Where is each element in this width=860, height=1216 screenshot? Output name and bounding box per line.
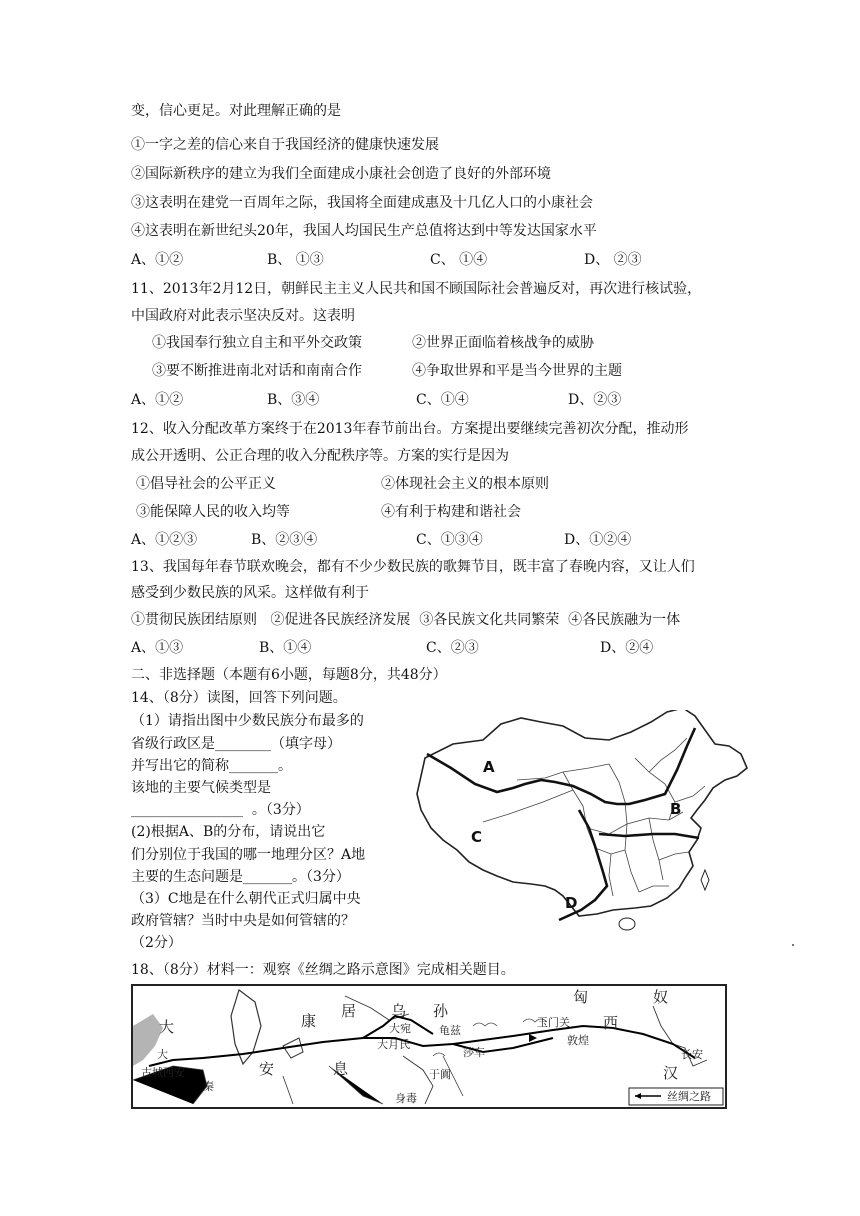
silk-label-da: 大 <box>159 1018 175 1036</box>
map-label-c: C <box>471 828 483 846</box>
silk-label-kang: 康 <box>301 1012 317 1030</box>
silk-label-xi: 息 <box>333 1060 349 1078</box>
silk-label-daqin: 大 <box>157 1048 168 1061</box>
q10-option-c: C、 ①④ <box>430 252 488 268</box>
q12-option-d: D、①②④ <box>564 532 632 548</box>
q10-statement-2: ②国际新秩序的建立为我们全面建成小康社会创造了良好的外部环境 <box>131 166 551 182</box>
silk-label-qiuci: 龟兹 <box>439 1024 461 1037</box>
silk-label-sun: 孙 <box>433 1002 449 1020</box>
q11-statement-2: ②世界正面临着核战争的威胁 <box>412 335 594 351</box>
silk-label-wu: 乌 <box>391 1002 407 1020</box>
q13-option-a: A、①③ <box>131 640 184 656</box>
q10-option-d: D、 ②③ <box>584 252 642 268</box>
silk-label-changan: 长安 <box>681 1048 703 1061</box>
q11-option-a: A、①② <box>131 392 184 408</box>
silk-label-yutian: 于阗 <box>429 1068 451 1081</box>
q13-statements: ①贯彻民族团结原则 ②促进各民族经济发展 ③各民族文化共同繁荣 ④各民族融为一体 <box>131 612 681 628</box>
q12-statement-3: ③能保障人民的收入均等 <box>136 504 290 520</box>
q14-part1-line2: 省级行政区是________（填字母） <box>131 736 341 752</box>
q12-stem-1: 12、收入分配改革方案终于在2013年春节前出台。方案提出要继续完善初次分配，推动形 <box>131 421 689 437</box>
q11-option-b: B、③④ <box>267 392 320 408</box>
silk-label-han: 汉 <box>663 1064 679 1082</box>
q12-statement-4: ④有利于构建和谐社会 <box>381 504 521 520</box>
q18-heading: 18、（8分）材料一：观察《丝绸之路示意图》完成相关题目。 <box>131 962 515 978</box>
silk-road-legend <box>629 1088 723 1105</box>
q14-heading: 14、（8分）读图，回答下列问题。 <box>131 690 347 706</box>
silk-label-qin: 秦 <box>203 1080 214 1093</box>
silk-label-dunhuang: 敦煌 <box>567 1034 589 1047</box>
q14-part3-line1: （3）C地是在什么朝代正式归属中央 <box>131 891 361 907</box>
silk-label-yumen: 玉门关 <box>537 1016 570 1029</box>
q12-option-c: C、①③④ <box>416 532 483 548</box>
q14-part2-line2: 们分别位于我国的哪一地理分区？A地 <box>131 847 366 863</box>
silk-label-ju: 居 <box>341 1002 357 1020</box>
q12-statement-1: ①倡导社会的公平正义 <box>136 476 276 492</box>
q10-continuation: 变，信心更足。对此理解正确的是 <box>131 103 341 119</box>
silk-label-dawan: 大宛 <box>389 1022 411 1035</box>
silk-label-shendu: 身毒 <box>395 1092 417 1105</box>
q12-stem-2: 成公开透明、公正合理的收入分配秩序等。方案的实行是因为 <box>131 448 509 464</box>
q14-part1-line4: 该地的主要气候类型是 <box>131 780 271 796</box>
map-label-b: B <box>670 800 682 818</box>
section-2-heading: 二、非选择题（本题有6小题，每题8分，共48分） <box>131 667 447 683</box>
q12-option-a: A、①②③ <box>131 532 198 548</box>
q10-statement-1: ①一字之差的信心来自于我国经济的健康快速发展 <box>131 137 439 153</box>
q11-statement-3: ③要不断推进南北对话和南南合作 <box>152 363 362 379</box>
china-provinces-map <box>413 710 758 938</box>
silk-label-shache: 莎车 <box>463 1046 485 1059</box>
q11-stem-1: 11、2013年2月12日，朝鲜民主主义人民共和国不顾国际社会普遍反对，再次进行核试验， <box>131 281 702 297</box>
silk-label-dayuezhi: 大月氏 <box>377 1038 410 1051</box>
q11-stem-2: 中国政府对此表示坚决反对。这表明 <box>131 308 355 324</box>
silk-label-xiongnu-1: 匈 <box>573 988 589 1006</box>
q10-option-b: B、 ①③ <box>267 252 324 268</box>
q10-statement-4: ④这表明在新世纪头20年，我国人均国民生产总值将达到中等发达国家水平 <box>131 223 597 239</box>
q12-option-b: B、②③④ <box>251 532 318 548</box>
silk-label-an: 安 <box>259 1060 275 1078</box>
stray-mark <box>792 944 794 946</box>
q12-statement-2: ②体现社会主义的根本原则 <box>381 476 549 492</box>
silk-label-west: 西 <box>603 1014 619 1032</box>
silk-road-map <box>131 984 727 1109</box>
q10-option-a: A、①② <box>131 252 184 268</box>
q11-option-d: D、②③ <box>568 392 622 408</box>
silk-label-xiongnu-2: 奴 <box>653 988 669 1006</box>
silk-legend-label: 丝绸之路 <box>667 1090 711 1103</box>
q14-part3-line2: 政府管辖？当时中央是如何管辖的？ <box>131 913 355 929</box>
q11-statement-1: ①我国奉行独立自主和平外交政策 <box>152 335 362 351</box>
q14-part1-line1: （1）请指出图中少数民族分布最多的 <box>131 713 364 729</box>
q14-part2-line3: 主要的生态问题是_______。（3分） <box>131 869 350 885</box>
map-label-a: A <box>483 758 495 776</box>
q14-part2-line1: (2)根据A、B的分布，请说出它 <box>131 824 326 840</box>
q14-part1-line5: ________________ 。（3分） <box>131 802 310 818</box>
q14-part1-line3: 并写出它的简称_______。 <box>131 758 292 774</box>
q14-part3-line3: （2分） <box>131 935 182 951</box>
q13-option-c: C、②③ <box>426 640 479 656</box>
silk-label-old-city: 古城西安 <box>141 1066 185 1079</box>
china-map-figure <box>413 710 758 938</box>
q13-stem-1: 13、我国每年春节联欢晚会，都有不少少数民族的歌舞节目，既丰富了春晚内容，又让人们 <box>131 559 695 575</box>
q10-statement-3: ③这表明在建党一百周年之际，我国将全面建成惠及十几亿人口的小康社会 <box>131 195 593 211</box>
q11-option-c: C、①④ <box>416 392 469 408</box>
map-label-d: D <box>565 894 578 912</box>
q13-option-d: D、②④ <box>600 640 654 656</box>
q13-option-b: B、①④ <box>259 640 312 656</box>
silk-road-figure <box>133 986 725 1107</box>
q11-statement-4: ④争取世界和平是当今世界的主题 <box>412 363 622 379</box>
q13-stem-2: 感受到少数民族的风采。这样做有利于 <box>131 585 369 601</box>
